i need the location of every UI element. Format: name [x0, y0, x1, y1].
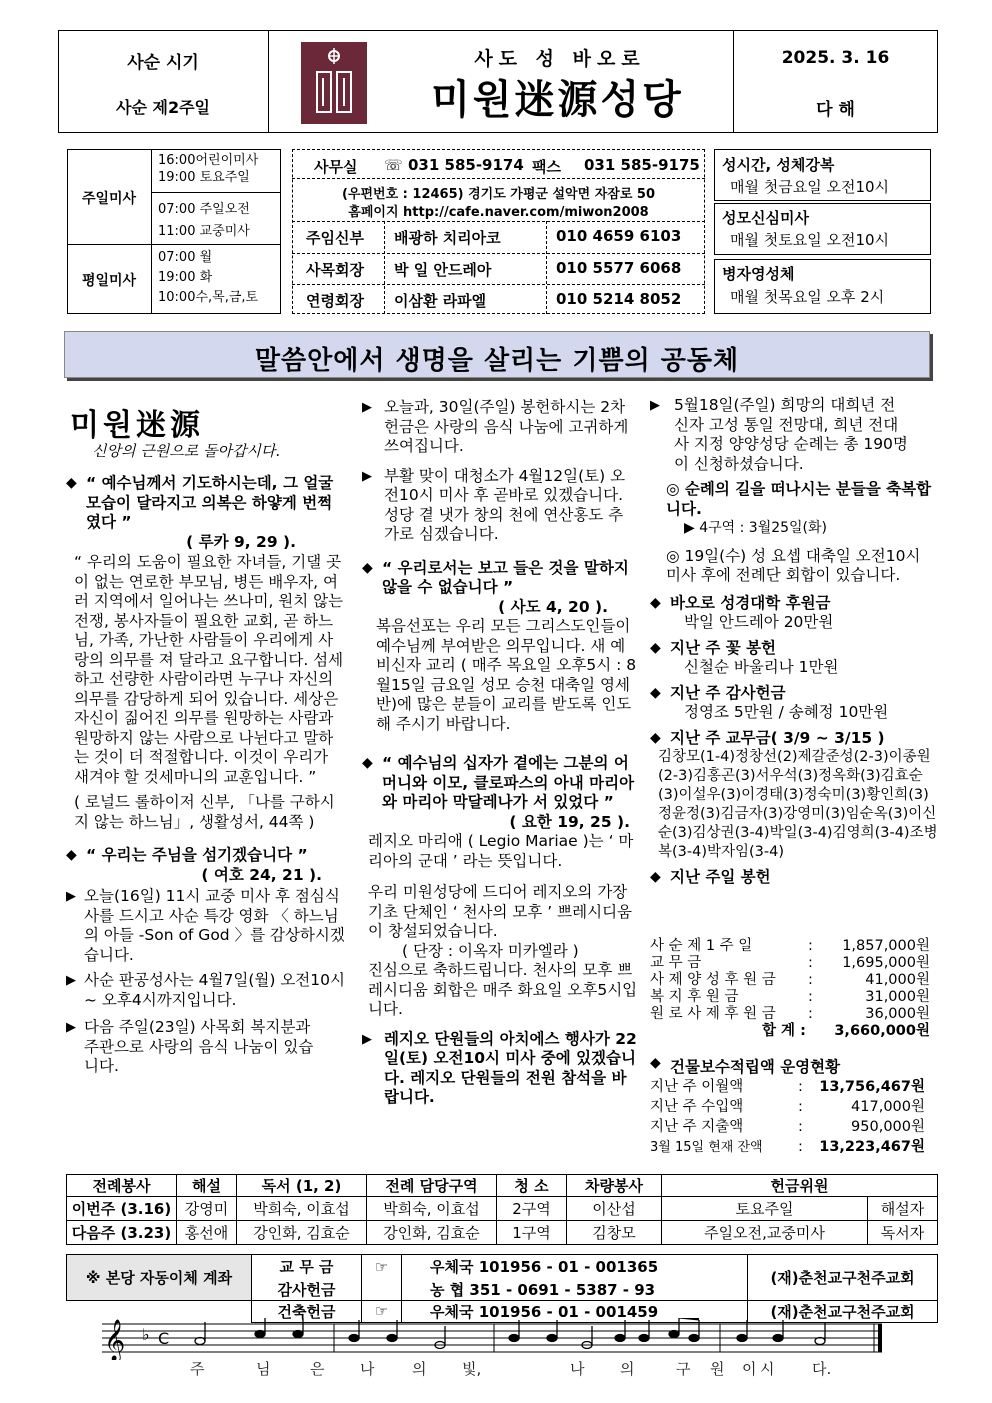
- treble-clef-icon: 𝄞: [104, 1320, 126, 1360]
- b2-text: 신철순 바울리나 1만원: [684, 658, 839, 676]
- sunday-mass-row-1: 16:00어린이미사 19:00 토요주일: [158, 153, 259, 185]
- office-label: 사무실: [314, 158, 358, 176]
- b3-text: 정영조 5만원 / 송혜정 10만원: [684, 703, 889, 721]
- q4-ref: ( 요한 19, 25 ).: [509, 812, 630, 831]
- offering-row: 원 로 사 제 후 원 금 : 36,000원: [650, 1006, 930, 1022]
- sunday-mass-label: 주일미사: [81, 191, 137, 207]
- flat-icon: ♭: [142, 1325, 150, 1344]
- notice-3-1b: ▶ 4구역 : 3월25일(화): [684, 520, 828, 536]
- q1-title: ◆ “ 예수님께서 기도하시는데, 그 얼굴 모습이 달라지고 의복은 하얗게 번쩍였다 ”: [66, 474, 346, 533]
- header-left-divider: [268, 30, 269, 133]
- notice-3-1: ▶ 5월18일(주일) 희망의 대희년 전 신자 고성 통일 전망대, 희년 전대사 지정 양양성당 순례는 총 190명이 신청하셨습니다.: [650, 396, 940, 474]
- building-row: 지난 주 이월액 : 13,756,467원: [650, 1079, 925, 1095]
- notice-3-2: ◎ 19일(수) 성 요셉 대축일 오전10시 미사 후에 전례단 회합이 있습니다.: [666, 546, 921, 584]
- notice-3-1a: ◎ 순례의 길을 떠나시는 분들을 축복합니다.: [666, 480, 932, 518]
- church-name: 미원迷源성당: [431, 77, 684, 123]
- q1-body: “ 우리의 도움이 필요한 자녀들, 기댈 곳이 없는 연로한 부모님, 병든 배우자, 여러 지역에서 일어나는 쓰나미, 원치 않는 전쟁, 봉사자들이 필요한 교회, 곧 하느님, 가족, 가난한 사람들이 우리에게 사랑의 의무를 져 달라고 요구합니다. 섬세하고 선량한 사람이라면 누구나 자신의 의무를 감당하게 되어 있습니다. 세상은 자신이 짊어진 의무를 원망하는 사람과 원망하지 않는 사람으로 나뉜다고 말하는 것이 더 적절합니다. 이것이 우리가 새겨야 할 것세마니의 교훈입니다. ”: [74, 553, 344, 786]
- bank-table: ※ 본당 자동이체 계좌 교 무 금 ☞ 우체국 101956 - 01 - 001365 (재)춘천교구천주교회 감사헌금 농 협 351 - 0691 - 5387 - 93 건축헌금 ☞ 우체국 101956 - 01 - 001459 (재)춘천교구천주교회: [66, 1254, 938, 1323]
- q4-body-3: ( 단장 : 이옥자 미카엘라 ): [402, 941, 579, 960]
- office-address: (우편번호 : 12465) 경기도 가평군 설악면 자잠로 50: [341, 187, 655, 202]
- council-role: 사목회장: [306, 261, 364, 279]
- offering-row: 교 무 금 : 1,695,000원: [650, 955, 930, 971]
- q4-title: ◆ “ 예수님의 십자가 곁에는 그분의 어머니와 이모, 클로파스의 아내 마리아와 마리아 막달레나가 서 있었다 ”: [362, 754, 638, 813]
- q4-body-4: 진심으로 축하드립니다. 천사의 모후 쁘레시디움 회합은 매주 화요일 오후5시입니다.: [368, 961, 638, 1018]
- building-row: 3월 15일 현재 잔액 : 13,223,467원: [650, 1139, 925, 1155]
- logo-calligraphy: 미원迷源: [70, 408, 204, 443]
- schedule-text-2: 매월 첫토요일 오전10시: [730, 231, 890, 249]
- schedule-title-3: 병자영성체: [722, 265, 795, 283]
- service-table: [66, 1174, 938, 1245]
- bank-label: ※ 본당 자동이체 계좌: [67, 1255, 252, 1301]
- notice-2-2: ▶ 부활 맞이 대청소가 4월12일(토) 오전10시 미사 후 곧바로 있겠습니다. 성당 곁 냇가 창의 천에 연산홍도 추가로 심겠습니다.: [362, 467, 638, 545]
- service-row-this-week: 이번주 (3.16) 강영미 박희숙, 이효섭 박희숙, 이효섭 2구역 이산섭 토요주일 해설자: [67, 1197, 938, 1221]
- notice-1-2: ▶ 사순 판공성사는 4월7일(월) 오전10시 ~ 오후4시까지입니다.: [66, 971, 346, 1010]
- b2-title: ◆ 지난 주 꽃 봉헌: [650, 639, 940, 659]
- building-fund-list: [650, 1077, 925, 1157]
- pastor-phone: 010 4659 6103: [556, 227, 682, 245]
- b6-title: ◆ 건물보수적립액 운영현황: [650, 1055, 992, 1077]
- b4-text: 김창모(1-4)정창선(2)제갈준성(2-3)이종원(2-3)김홍곤(3)서우석(3)정옥화(3)김효순(3)이설우(3)이경태(3)정숙미(3)황인희(3)정윤정(3)김금자(3)강영미(3)임순옥(3)이신순(3)김상권(3-4)박일(3-4)김영희(3-4)조병복(3-4)박자임(3-4): [658, 749, 938, 860]
- b1-text: 박일 안드레아 20만원: [684, 613, 834, 631]
- q3-body: 복음선포는 우리 모든 그리스도인들이 예수님께 부여받은 의무입니다. 새 예비신자 교리 ( 매주 목요일 오후5시 : 8월15일 금요일 성모 승천 대축일 영세반)에 많은 분들이 교리를 받도록 인도해 주시기 바랍니다.: [376, 617, 637, 733]
- logo-subline: 신앙의 근원으로 돌아갑시다.: [92, 442, 281, 460]
- funeral-name: 이삼환 라파엘: [394, 292, 487, 310]
- account-holder: (재)춘천교구천주교회: [748, 1300, 938, 1322]
- pastor-role: 주임신부: [306, 229, 364, 247]
- q3-ref: ( 사도 4, 20 ).: [498, 597, 608, 616]
- arrow-icon: ☞: [362, 1255, 402, 1279]
- weekday-mass-row: 07:00 월 19:00 화 10:00수,목,금,토: [158, 250, 259, 305]
- service-row-next-week: 다음주 (3.23) 홍선애 강인화, 김효순 강인화, 김효순 1구역 김창모 주일오전,교중미사 독서자: [67, 1221, 938, 1245]
- sunday-mass-row-2: 07:00 주일오전 11:00 교중미사: [158, 202, 250, 239]
- council-name: 박 일 안드레아: [394, 261, 492, 279]
- service-header-row: 전례봉사 해설 독서 (1, 2) 전례 담당구역 청 소 차량봉사 헌금위원: [67, 1175, 938, 1197]
- q4-body-2: 우리 미원성당에 드디어 레지오의 가장 기초 단체인 ‘ 천사의 모후 ’ 쁘레시디움이 창설되었습니다.: [368, 883, 633, 940]
- music-staff: [102, 1318, 884, 1360]
- q2-ref: ( 여호 24, 21 ).: [201, 865, 322, 884]
- b1-title: ◆ 바오로 성경대학 후원금: [650, 594, 940, 614]
- account-holder: (재)춘천교구천주교회: [748, 1255, 938, 1301]
- offering-row: 복 지 후 원 금 : 31,000원: [650, 989, 930, 1005]
- arrow-icon: ☞: [362, 1300, 402, 1322]
- schedule-title-1: 성시간, 성체강복: [722, 156, 835, 174]
- year-cycle: 다 해: [816, 100, 855, 120]
- season: 사순 시기: [127, 53, 199, 73]
- notice-1-1: ▶ 오늘(16일) 11시 교중 미사 후 점심식사를 드시고 사순 특강 영화 〈 하느님의 아들 -Son of God 〉를 감상하시겠습니다.: [66, 887, 346, 965]
- banner-text: 말씀안에서 생명을 살리는 기쁨의 공동체: [254, 346, 740, 376]
- church-subtitle: 사도 성 바오로: [474, 48, 646, 70]
- funeral-role: 연령회장: [306, 292, 364, 310]
- offering-total: 합 계 : 3,660,000원: [762, 1023, 930, 1039]
- offerings-list: [650, 938, 930, 1042]
- church-logo: [301, 42, 367, 124]
- column-2: [362, 398, 638, 1108]
- week: 사순 제2주일: [116, 98, 210, 117]
- q3-title: ◆ “ 우리로서는 보고 들은 것을 말하지 않을 수 없습니다 ”: [362, 559, 638, 598]
- q1-source: ( 로널드 롤하이저 신부, 「나를 구하시지 않는 하느님」, 생활성서, 44쪽 ): [74, 793, 335, 831]
- building-row: 지난 주 수입액 : 417,000원: [650, 1099, 925, 1115]
- notice-1-3: ▶ 다음 주일(23일) 사목회 복지분과 주관으로 사랑의 음식 나눔이 있습니다.: [66, 1018, 346, 1077]
- q4-body-1: 레지오 마리애 ( Legio Mariae )는 ‘ 마리아의 군대 ’ 라는 뜻입니다.: [368, 832, 634, 870]
- office-phone: ☏ 031 585-9174: [384, 156, 524, 174]
- building-row: 지난 주 지출액 : 950,000원: [650, 1119, 925, 1135]
- column-1: [66, 474, 346, 1077]
- notice-2-1: ▶ 오늘과, 30일(주일) 봉헌하시는 2차 헌금은 사랑의 음식 나눔에 고귀하게 쓰여집니다.: [362, 398, 638, 457]
- b3-title: ◆ 지난 주 감사헌금: [650, 684, 940, 704]
- fax-number: 031 585-9175: [584, 156, 700, 174]
- pastor-name: 배광하 치리아코: [394, 229, 501, 247]
- schedule-text-3: 매월 첫목요일 오후 2시: [730, 288, 885, 306]
- schedule-title-2: 성모신심미사: [722, 209, 809, 227]
- schedule-text-1: 매월 첫금요일 오전10시: [730, 178, 890, 196]
- lyrics: 주 님 은 나 의 빛, 나 의 구 원 이 시 다.: [190, 1360, 832, 1378]
- fax-label: 팩스: [532, 158, 561, 176]
- offering-row: 사 제 양 성 후 원 금 : 41,000원: [650, 972, 930, 988]
- funeral-phone: 010 5214 8052: [556, 290, 682, 308]
- notice-2-3: ▶ 레지오 단원들의 아치에스 행사가 22일(토) 오전10시 미사 중에 있겠습니다. 레지오 단원들의 전원 참석을 바랍니다.: [362, 1030, 638, 1108]
- offering-row: 사 순 제 1 주 일 : 1,857,000원: [650, 938, 930, 954]
- q2-title: ◆ “ 우리는 주님을 섬기겠습니다 ”: [66, 846, 346, 866]
- column-3: [650, 396, 940, 888]
- weekday-mass-label: 평일미사: [81, 273, 137, 289]
- q1-ref: ( 루카 9, 29 ).: [186, 532, 296, 551]
- date: 2025. 3. 16: [781, 48, 890, 68]
- common-time-icon: C: [158, 1329, 170, 1348]
- office-homepage: 홈페이지 http://cafe.naver.com/miwon2008: [348, 205, 649, 220]
- council-phone: 010 5577 6068: [556, 259, 682, 277]
- b5-title: ◆ 지난 주일 봉헌: [650, 868, 940, 888]
- b4-title: ◆ 지난 주 교무금( 3/9 ~ 3/15 ): [650, 729, 940, 749]
